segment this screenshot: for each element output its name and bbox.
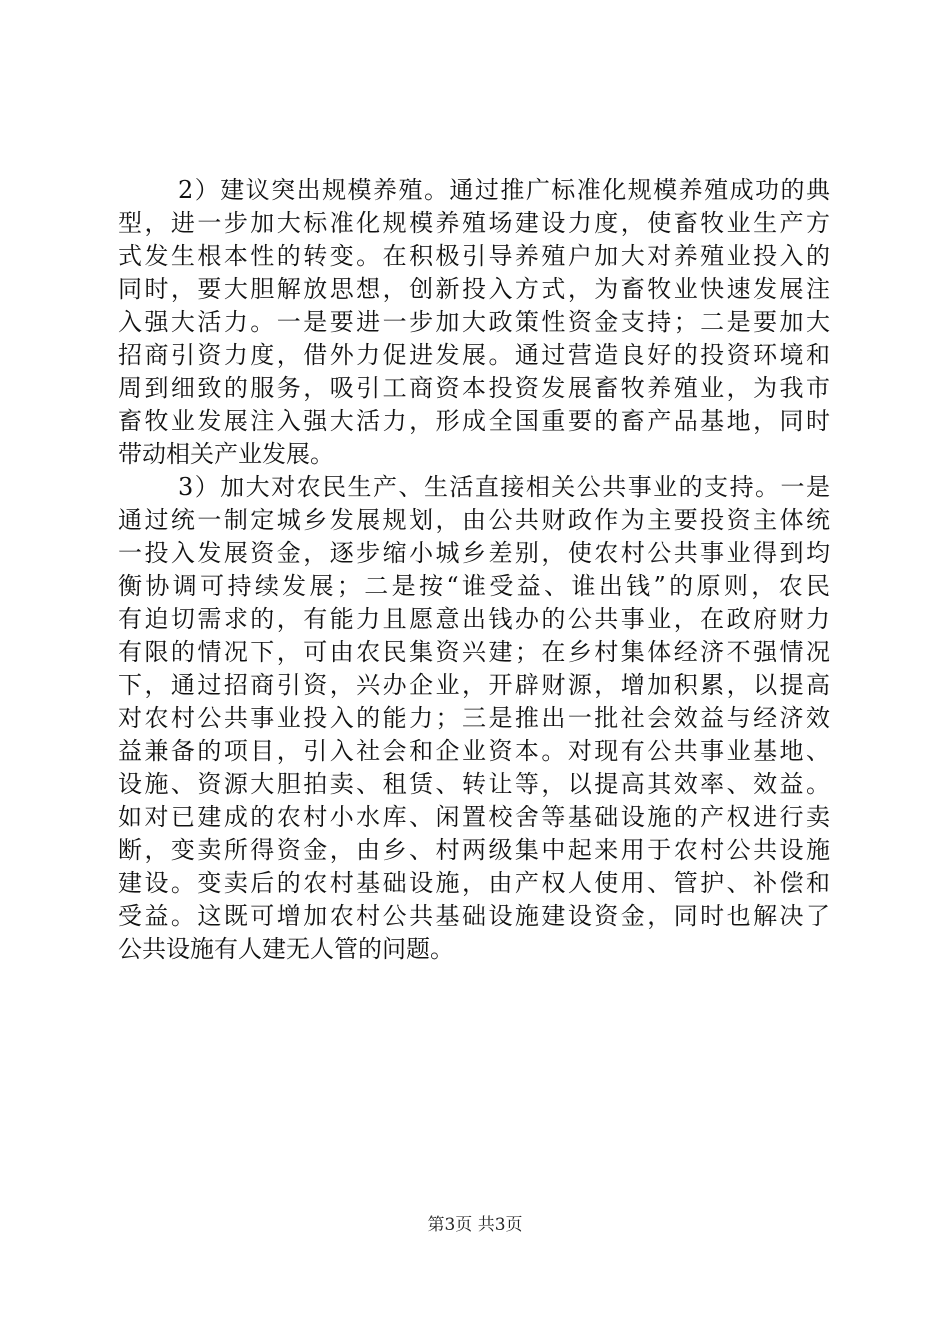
- paragraph-1-line-8: 畜牧业发展注入强大活力，形成全国重要的畜产品基地，同时: [118, 407, 830, 435]
- paragraph-1-line-3: 式发生根本性的转变。在积极引导养殖户加大对养殖业投入的: [118, 242, 830, 270]
- paragraph-2-line-1: 3）加大对农民生产、生活直接相关公共事业的支持。一是: [178, 473, 830, 501]
- paragraph-1-line-2: 型，进一步加大标准化规模养殖场建设力度，使畜牧业生产方: [118, 209, 830, 237]
- paragraph-2-line-12: 断，变卖所得资金，由乡、村两级集中起来用于农村公共设施: [118, 836, 830, 864]
- paragraph-1-line-7: 周到细致的服务，吸引工商资本投资发展畜牧养殖业，为我市: [118, 374, 830, 402]
- paragraph-1-line-4: 同时，要大胆解放思想，创新投入方式，为畜牧业快速发展注: [118, 275, 830, 303]
- paragraph-2-line-9: 益兼备的项目，引入社会和企业资本。对现有公共事业基地、: [118, 737, 830, 765]
- paragraph-2-line-5: 有迫切需求的，有能力且愿意出钱办的公共事业，在政府财力: [118, 605, 830, 633]
- paragraph-2-line-14: 受益。这既可增加农村公共基础设施建设资金，同时也解决了: [118, 902, 830, 930]
- paragraph-2-line-15: 公共设施有人建无人管的问题。: [118, 935, 454, 963]
- paragraph-2-line-2: 通过统一制定城乡发展规划，由公共财政作为主要投资主体统: [118, 506, 830, 534]
- page-number-footer: 第3页 共3页: [427, 1215, 523, 1235]
- paragraph-2-line-8: 对农村公共事业投入的能力；三是推出一批社会效益与经济效: [118, 704, 830, 732]
- paragraph-2-line-4: 衡协调可持续发展；二是按“谁受益、谁出钱”的原则，农民: [118, 572, 830, 600]
- paragraph-1-line-6: 招商引资力度，借外力促进发展。通过营造良好的投资环境和: [118, 341, 830, 369]
- paragraph-1-line-1: 2）建议突出规模养殖。通过推广标准化规模养殖成功的典: [178, 176, 830, 204]
- paragraph-2-line-10: 设施、资源大胆拍卖、租赁、转让等，以提高其效率、效益。: [118, 770, 830, 798]
- paragraph-2-line-7: 下，通过招商引资，兴办企业，开辟财源，增加积累，以提高: [118, 671, 830, 699]
- paragraph-2-line-13: 建设。变卖后的农村基础设施，由产权人使用、管护、补偿和: [118, 869, 830, 897]
- paragraph-1-line-9: 带动相关产业发展。: [118, 440, 334, 468]
- paragraph-2-line-11: 如对已建成的农村小水库、闲置校舍等基础设施的产权进行卖: [118, 803, 830, 831]
- paragraph-2-line-3: 一投入发展资金，逐步缩小城乡差别，使农村公共事业得到均: [118, 539, 830, 567]
- paragraph-1-line-5: 入强大活力。一是要进一步加大政策性资金支持；二是要加大: [118, 308, 830, 336]
- paragraph-2-line-6: 有限的情况下，可由农民集资兴建；在乡村集体经济不强情况: [118, 638, 830, 666]
